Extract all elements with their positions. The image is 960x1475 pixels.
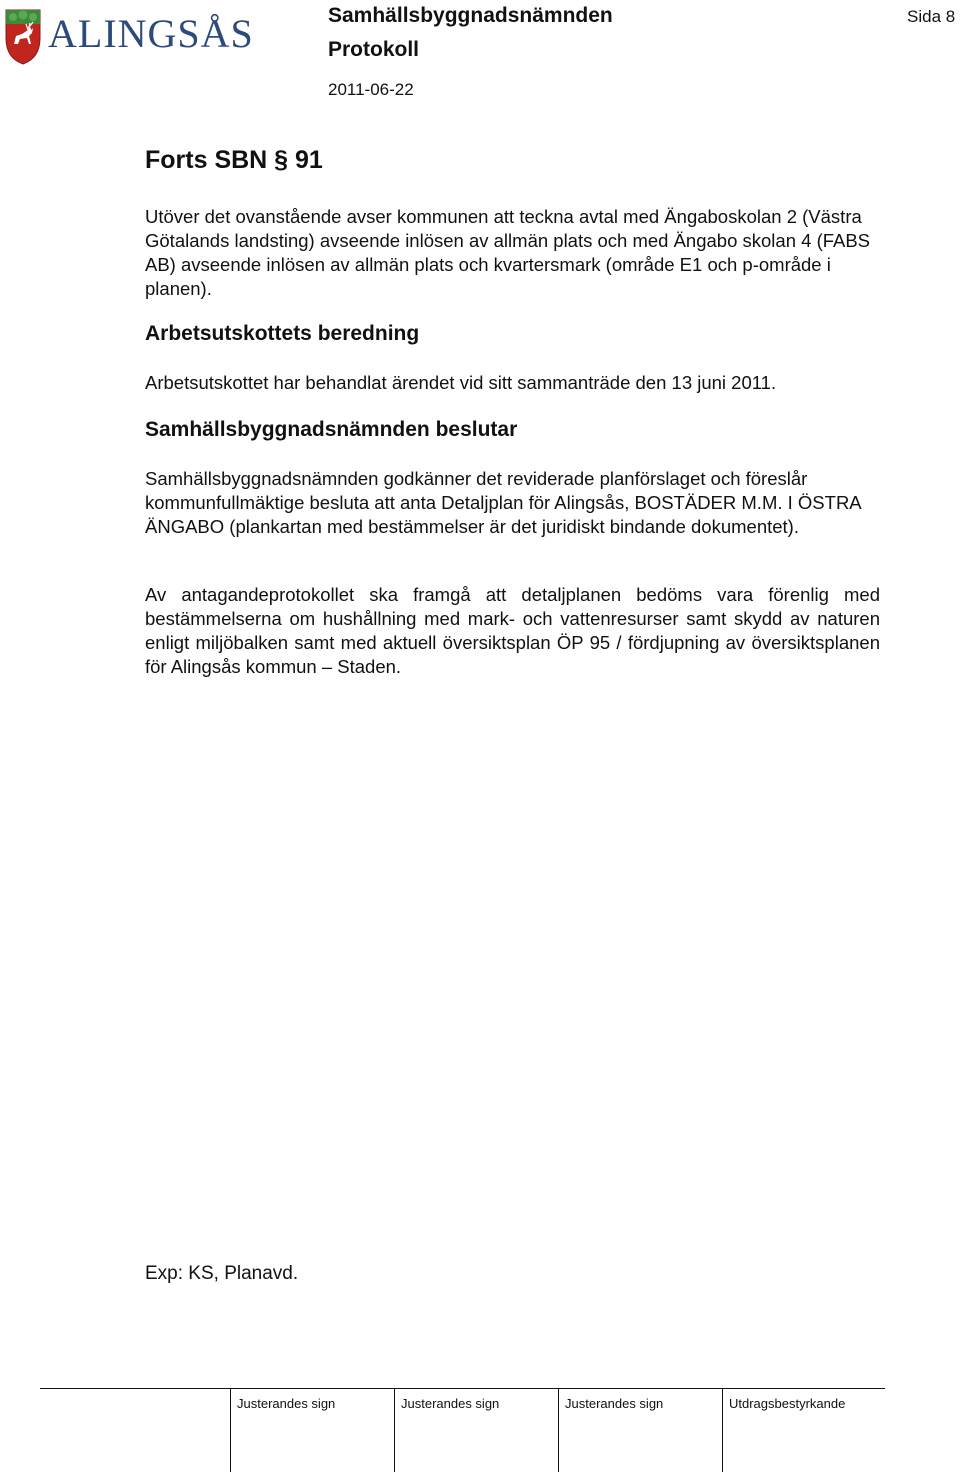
expedition-note: Exp: KS, Planavd. bbox=[145, 1263, 299, 1284]
signature-label: Justerandes sign bbox=[565, 1396, 664, 1411]
header-document-type: Protokoll bbox=[328, 38, 420, 61]
signature-label: Justerandes sign bbox=[401, 1396, 500, 1411]
intro-paragraph: Utöver det ovanstående avser kommunen att teckna avtal med Ängaboskolan 2 (Västra Götalands landsting) avseende inlösen av allmän plats och med Ängabo skolan 4 (FABS AB) avseende inlösen av allmän plats och kvartersmark (område E1 och p-område i planen). bbox=[145, 206, 871, 299]
committee-paragraph: Arbetsutskottet har behandlat ärendet vid sitt sammanträde den 13 juni 2011. bbox=[145, 372, 777, 393]
decision-heading: Samhällsbyggnadsnämnden beslutar bbox=[145, 418, 518, 441]
protocol-paragraph: Av antagandeprotokollet ska framgå att detaljplanen bedöms vara förenlig med bestämmelserna om hushållning med mark- och vattenresurser samt skydd av naturen enligt miljöbalken samt med aktuell översiktsplan ÖP 95 / fördjupning av översiktsplanen för Alingsås kommun – Staden. bbox=[145, 584, 880, 677]
municipality-logo bbox=[0, 0, 262, 66]
footer-column-divider bbox=[722, 1388, 723, 1472]
alingsas-crest-icon bbox=[0, 0, 262, 66]
decision-paragraph: Samhällsbyggnadsnämnden godkänner det reviderade planförslaget och föreslår kommunfullmäktige besluta att anta Detaljplan för Alingsås, BOSTÄDER M.M. I ÖSTRA ÄNGABO (plankartan med bestämmelser är det juridiskt bindande dokumentet). bbox=[145, 468, 861, 537]
header-date: 2011-06-22 bbox=[328, 80, 414, 99]
certification-label: Utdragsbestyrkande bbox=[729, 1396, 846, 1411]
signature-label: Justerandes sign bbox=[237, 1396, 336, 1411]
logo-wordmark: ALINGSÅS bbox=[48, 11, 254, 56]
footer-column-divider bbox=[394, 1388, 395, 1472]
footer-divider bbox=[40, 1388, 885, 1389]
footer-column-divider bbox=[558, 1388, 559, 1472]
header-organization: Samhällsbyggnadsnämnden bbox=[328, 4, 613, 27]
page-number: Sida 8 bbox=[907, 7, 956, 26]
committee-heading: Arbetsutskottets beredning bbox=[145, 322, 420, 345]
footer-column-divider bbox=[230, 1388, 231, 1472]
section-title: Forts SBN § 91 bbox=[145, 146, 323, 174]
